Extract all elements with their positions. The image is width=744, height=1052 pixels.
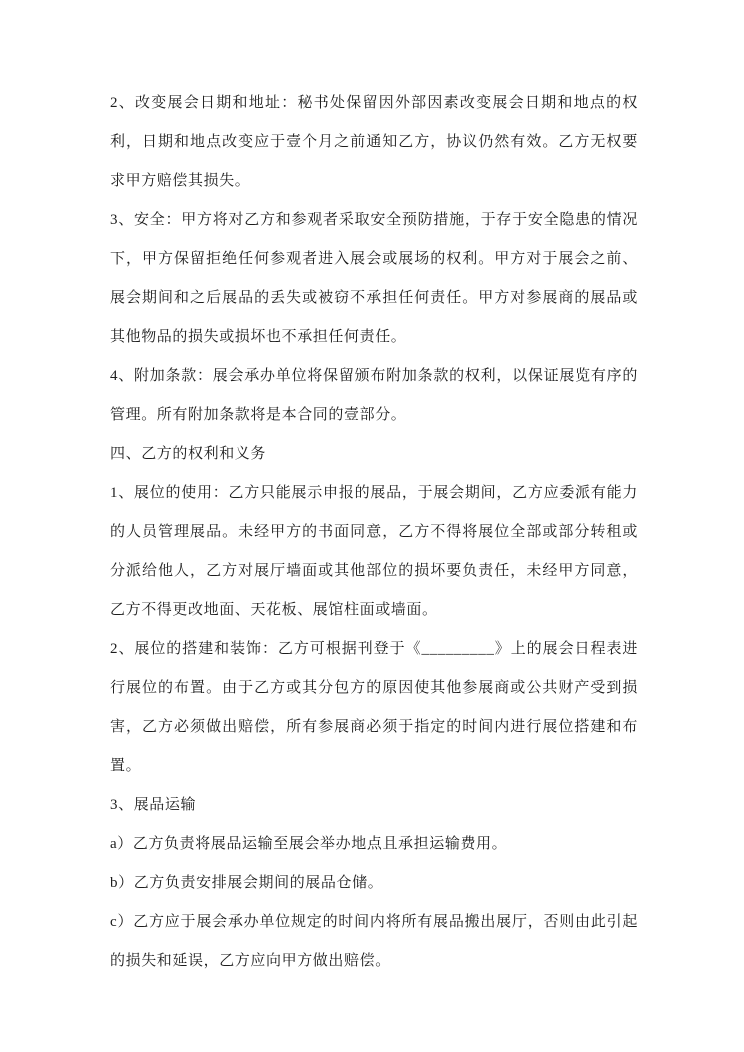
clause-b3-transport-heading: 3、展品运输 [110, 797, 197, 813]
clause-2-date-change: 2、改变展会日期和地址：秘书处保留因外部因素改变展会日期和地点的权利，日期和地点改变应于壹个月之前通知乙方，协议仍然有效。乙方无权要求甲方赔偿其损失。 [110, 95, 638, 189]
transport-item-b: b）乙方负责安排展会期间的展品仓储。 [110, 875, 384, 891]
document-content [110, 84, 638, 981]
transport-item-a: a）乙方负责将展品运输至展会举办地点且承担运输费用。 [110, 836, 508, 852]
clause-4-additional-terms: 4、附加条款：展会承办单位将保留颁布附加条款的权利，以保证展览有序的管理。所有附加条款将是本合同的壹部分。 [110, 368, 638, 423]
clause-3-safety: 3、安全：甲方将对乙方和参观者采取安全预防措施，于存于安全隐患的情况下，甲方保留拒绝任何参观者进入展会或展场的权利。甲方对于展会之前、展会期间和之后展品的丢失或被窃不承担任何责任。甲方对参展商的展品或其他物品的损失或损坏也不承担任何责任。 [110, 212, 638, 345]
transport-item-c: c）乙方应于展会承办单位规定的时间内将所有展品搬出展厅，否则由此引起的损失和延误，乙方应向甲方做出赔偿。 [110, 914, 638, 969]
clause-b1-booth-use: 1、展位的使用：乙方只能展示申报的展品，于展会期间，乙方应委派有能力的人员管理展品。未经甲方的书面同意，乙方不得将展位全部或部分转租或分派给他人，乙方对展厅墙面或其他部位的损坏要负责任，未经甲方同意，乙方不得更改地面、天花板、展馆柱面或墙面。 [110, 485, 638, 618]
section-4-heading: 四、乙方的权利和义务 [110, 446, 267, 462]
clause-b2-booth-setup: 2、展位的搭建和装饰：乙方可根据刊登于《_________》上的展会日程表进行展位的布置。由于乙方或其分包方的原因使其他参展商或公共财产受到损害，乙方必须做出赔偿，所有参展商必须于指定的时间内进行展位搭建和布置。 [110, 641, 638, 774]
